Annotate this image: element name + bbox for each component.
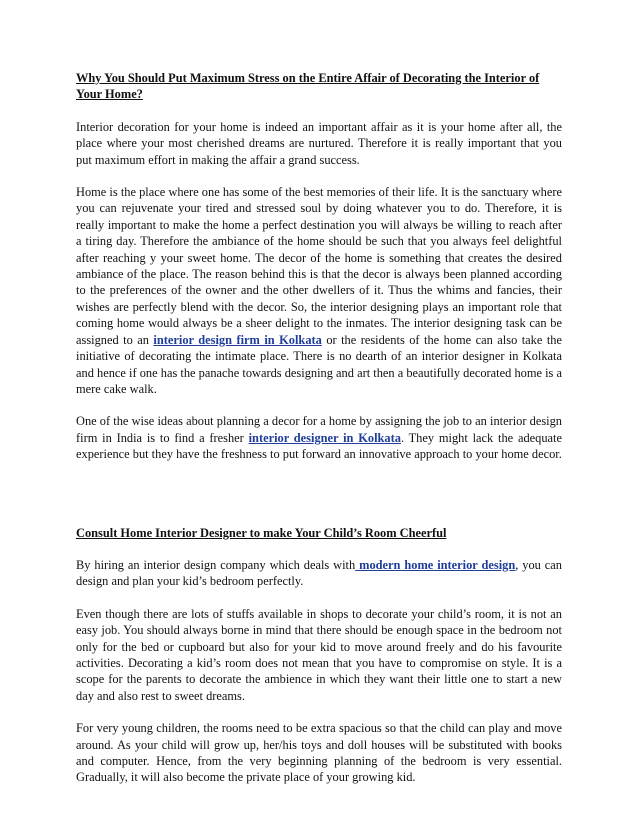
- paragraph-text: One of the wise ideas about planning a decor for a home by assigning the job to an interior design firm in India is to find a fresher: [76, 414, 562, 445]
- document-page: [76, 70, 562, 786]
- paragraph-young-children: For very young children, the rooms need to be extra spacious so that the child can play and move around. As your child will grow up, her/his toys and doll houses will be substituted with books and computer. Hence, from the very beginning planning of the bedroom is very essential. Gradually, it will also become the private place of your growing kid.: [76, 721, 562, 785]
- paragraph-text: . They might lack the adequate experience but they have the freshness to put forward an innovative approach to your home decor.: [76, 430, 562, 462]
- link-interior-design-firm-kolkata[interactable]: interior design firm in Kolkata: [153, 332, 322, 347]
- paragraph-text: By hiring an interior design company which deals with: [76, 557, 356, 572]
- paragraph-hiring-company: [76, 557, 562, 590]
- paragraph-text: or the residents of the home can also take the initiative of decorating the intimate place. There is no dearth of an interior designer in Kolkata and hence if one has the panache towards designing and art then a beautifully decorated home is a mere cake walk.: [76, 332, 562, 396]
- link-interior-designer-kolkata[interactable]: interior designer in Kolkata: [248, 430, 401, 445]
- section-heading-decorating-interior: Why You Should Put Maximum Stress on the Entire Affair of Decorating the Interior of Your Home?: [76, 71, 540, 102]
- paragraph-home-sanctuary: [76, 184, 562, 397]
- section-heading-childs-room: Consult Home Interior Designer to make Your Child’s Room Cheerful: [76, 525, 447, 540]
- paragraph-childs-room-space: Even though there are lots of stuffs available in shops to decorate your child’s room, it is not an easy job. You should always borne in mind that there should be enough space in the bedroom not only for the bed or cupboard but also for your kid to move around freely and do his favourite activities. Decorating a kid’s room does not mean that you have to compromise on style. It is a scope for the parents to decorate the ambience in which they want their little one to start a new day and also rest to sweet dreams.: [76, 606, 562, 703]
- link-modern-home-interior-design[interactable]: modern home interior design: [355, 557, 516, 572]
- paragraph-wise-ideas: [76, 413, 562, 462]
- paragraph-text: Home is the place where one has some of the best memories of their life. It is the sanctuary where you can rejuvenate your tired and stressed soul by doing whatever you to do. Therefore, it is really important to make the home a perfect destination you will always be willing to reach after a tiring day. Therefore the ambiance of the home should be such that you always feel delightful after reaching y your sweet home. The decor of the home is something that creates the desired ambiance of the place. The reason behind this is that the decor is always been planned according to the preferences of the owner and the other dwellers of it. Thus the whims and fancies, their wishes are perfectly blend with the decor. So, the interior designing plays an important role that coming home would always be a sheer delight to the inmates. The interior designing task can be assigned to an: [76, 185, 562, 347]
- paragraph-interior-decoration-intro: Interior decoration for your home is indeed an important affair as it is your home after all, the place where your most cherished dreams are nurtured. Therefore it is really important that you put maximum effort in making the affair a grand success.: [76, 119, 562, 167]
- paragraph-text: , you can design and plan your kid’s bedroom perfectly.: [76, 557, 562, 589]
